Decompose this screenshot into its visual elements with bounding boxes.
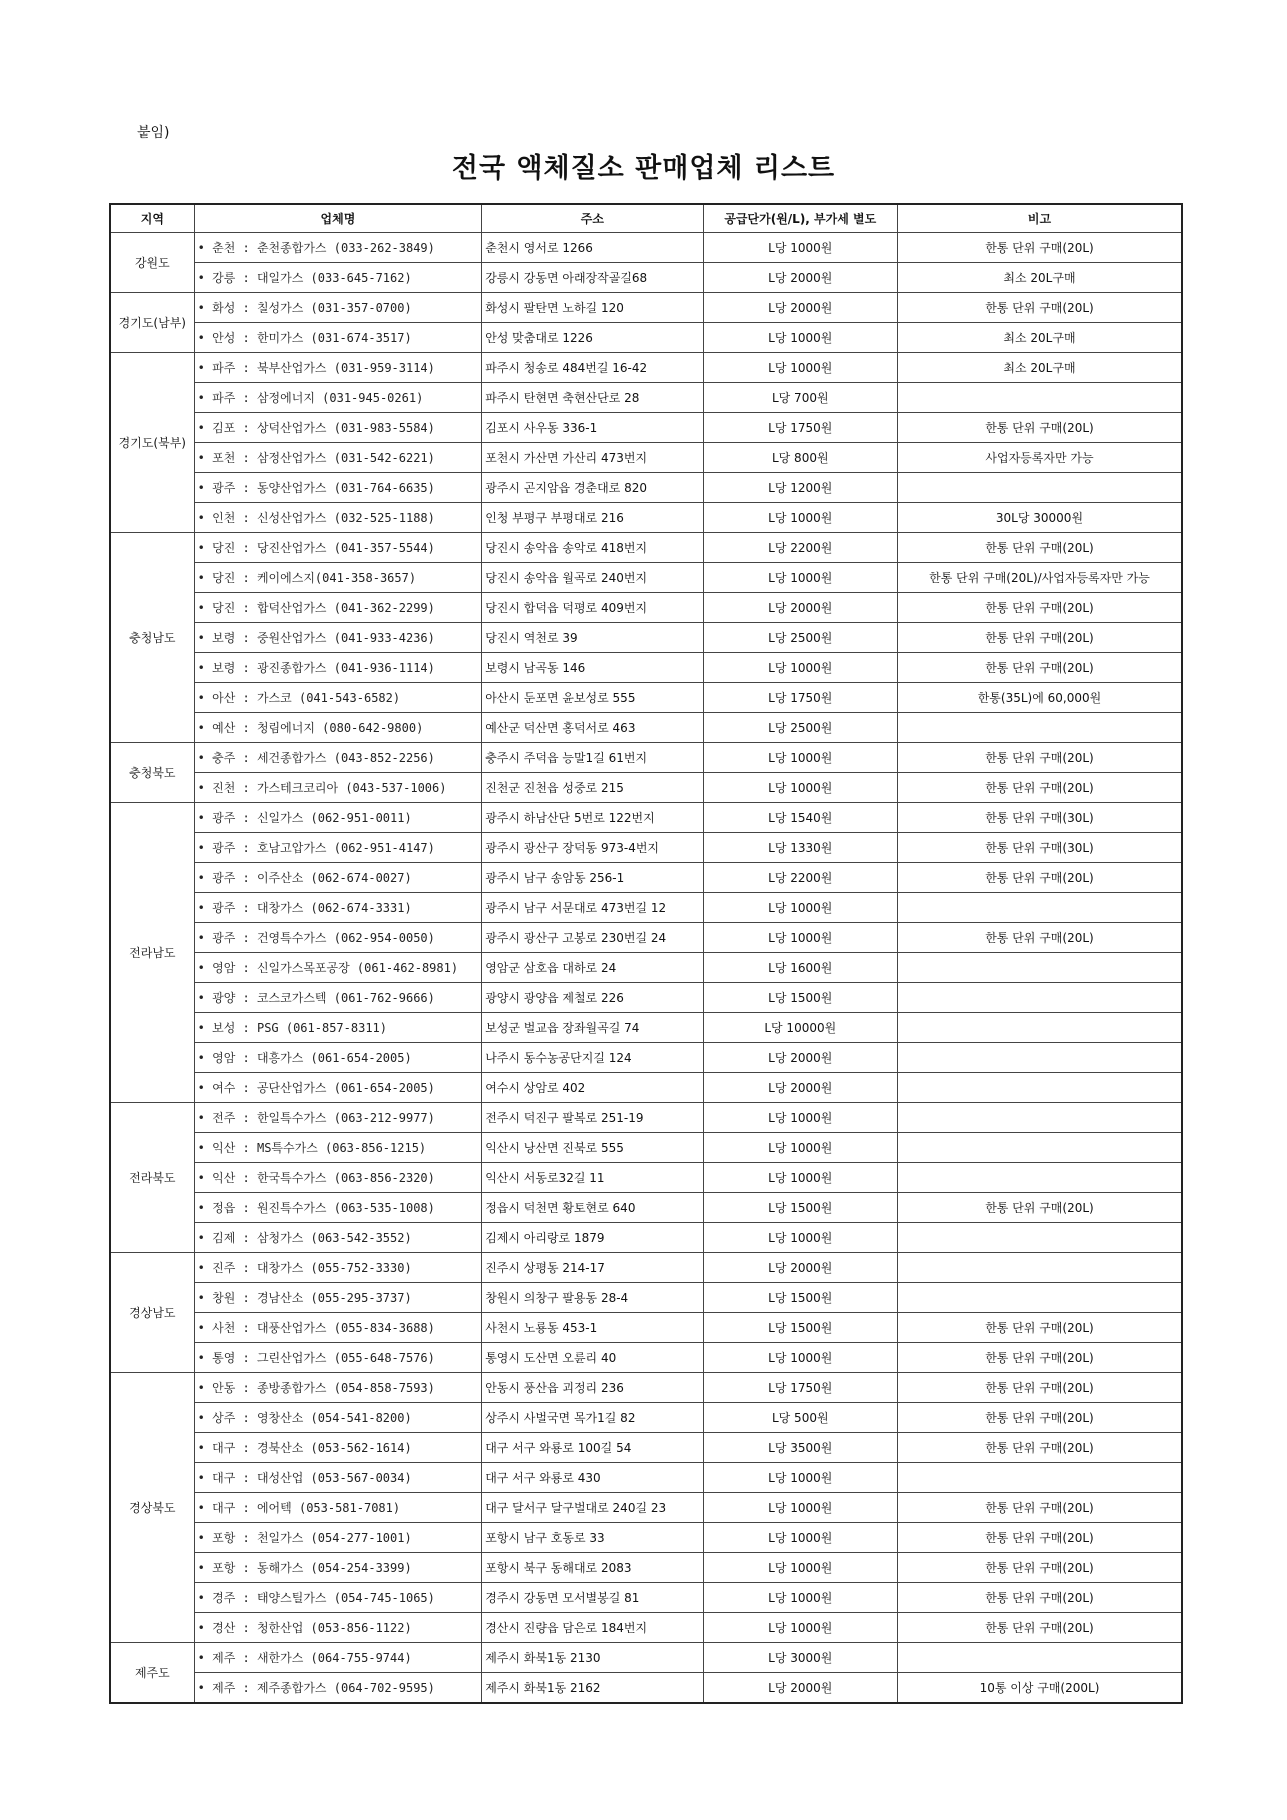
price-cell: L당 1000원 <box>703 1553 897 1583</box>
price-cell: L당 1600원 <box>703 953 897 983</box>
vendor-cell: • 사천 : 대풍산업가스 (055-834-3688) <box>194 1313 482 1343</box>
vendor-cell: • 광주 : 호남고압가스 (062-951-4147) <box>194 833 482 863</box>
table-row <box>110 743 1182 773</box>
vendor-cell: • 상주 : 영창산소 (054-541-8200) <box>194 1403 482 1433</box>
table-row <box>110 1643 1182 1673</box>
price-cell: L당 500원 <box>703 1403 897 1433</box>
address-cell: 익산시 서동로32길 11 <box>482 1163 703 1193</box>
table-row <box>110 1073 1182 1103</box>
note-cell <box>897 383 1182 413</box>
table-row <box>110 923 1182 953</box>
vendor-cell: • 대구 : 대성산업 (053-567-0034) <box>194 1463 482 1493</box>
price-cell: L당 800원 <box>703 443 897 473</box>
address-cell: 인청 부평구 부평대로 216 <box>482 503 703 533</box>
table-row <box>110 233 1182 263</box>
table-body <box>110 233 1182 1704</box>
price-cell: L당 1000원 <box>703 1463 897 1493</box>
address-cell: 당진시 송악읍 월곡로 240번지 <box>482 563 703 593</box>
address-cell: 여수시 상암로 402 <box>482 1073 703 1103</box>
vendor-cell: • 보령 : 중원산업가스 (041-933-4236) <box>194 623 482 653</box>
note-cell <box>897 1163 1182 1193</box>
table-row <box>110 1103 1182 1133</box>
table-row <box>110 1343 1182 1373</box>
note-cell: 최소 20L구매 <box>897 263 1182 293</box>
vendor-cell: • 김포 : 상덕산업가스 (031-983-5584) <box>194 413 482 443</box>
note-cell <box>897 1133 1182 1163</box>
vendor-cell: • 광주 : 신일가스 (062-951-0011) <box>194 803 482 833</box>
price-cell: L당 3500원 <box>703 1433 897 1463</box>
note-cell <box>897 893 1182 923</box>
vendor-cell: • 포천 : 삼정산업가스 (031-542-6221) <box>194 443 482 473</box>
address-cell: 안동시 풍산읍 괴정리 236 <box>482 1373 703 1403</box>
vendor-cell: • 경산 : 청한산업 (053-856-1122) <box>194 1613 482 1643</box>
address-cell: 보성군 벌교읍 장좌월곡길 74 <box>482 1013 703 1043</box>
price-cell: L당 1000원 <box>703 1223 897 1253</box>
address-cell: 포천시 가산면 가산리 473번지 <box>482 443 703 473</box>
price-cell: L당 2000원 <box>703 1073 897 1103</box>
vendor-cell: • 광양 : 코스코가스텍 (061-762-9666) <box>194 983 482 1013</box>
address-cell: 화성시 팔탄면 노하길 120 <box>482 293 703 323</box>
table-row <box>110 773 1182 803</box>
address-cell: 당진시 송악읍 송악로 418번지 <box>482 533 703 563</box>
note-cell: 한통 단위 구매(20L) <box>897 773 1182 803</box>
vendor-table <box>109 203 1183 1704</box>
column-header-vendor: 업체명 <box>194 204 482 233</box>
table-row <box>110 1373 1182 1403</box>
note-cell: 한통 단위 구매(20L) <box>897 1193 1182 1223</box>
price-cell: L당 1330원 <box>703 833 897 863</box>
vendor-cell: • 대구 : 에어텍 (053-581-7081) <box>194 1493 482 1523</box>
note-cell <box>897 1283 1182 1313</box>
price-cell: L당 1000원 <box>703 773 897 803</box>
note-cell: 한통 단위 구매(20L) <box>897 623 1182 653</box>
note-cell: 한통 단위 구매(30L) <box>897 833 1182 863</box>
price-cell: L당 2000원 <box>703 263 897 293</box>
vendor-cell: • 춘천 : 춘천종합가스 (033-262-3849) <box>194 233 482 263</box>
note-cell <box>897 1043 1182 1073</box>
note-cell <box>897 953 1182 983</box>
address-cell: 익산시 낭산면 진북로 555 <box>482 1133 703 1163</box>
table-row <box>110 1463 1182 1493</box>
address-cell: 영암군 삼호읍 대하로 24 <box>482 953 703 983</box>
vendor-cell: • 강릉 : 대일가스 (033-645-7162) <box>194 263 482 293</box>
note-cell: 사업자등록자만 가능 <box>897 443 1182 473</box>
note-cell: 10통 이상 구매(200L) <box>897 1673 1182 1704</box>
address-cell: 통영시 도산면 오륜리 40 <box>482 1343 703 1373</box>
column-header-address: 주소 <box>482 204 703 233</box>
address-cell: 정읍시 덕천면 황토현로 640 <box>482 1193 703 1223</box>
price-cell: L당 1750원 <box>703 1373 897 1403</box>
column-header-region: 지역 <box>110 204 194 233</box>
note-cell <box>897 1253 1182 1283</box>
region-cell: 경상북도 <box>110 1373 194 1643</box>
vendor-cell: • 제주 : 제주종합가스 (064-702-9595) <box>194 1673 482 1704</box>
vendor-cell: • 익산 : MS특수가스 (063-856-1215) <box>194 1133 482 1163</box>
price-cell: L당 3000원 <box>703 1643 897 1673</box>
region-cell: 전라남도 <box>110 803 194 1103</box>
price-cell: L당 2000원 <box>703 293 897 323</box>
address-cell: 제주시 화북1동 2162 <box>482 1673 703 1704</box>
address-cell: 진천군 진천읍 성중로 215 <box>482 773 703 803</box>
note-cell: 한통 단위 구매(20L) <box>897 923 1182 953</box>
region-cell: 충청남도 <box>110 533 194 743</box>
table-row <box>110 473 1182 503</box>
price-cell: L당 1500원 <box>703 1193 897 1223</box>
address-cell: 안성 맞춤대로 1226 <box>482 323 703 353</box>
price-cell: L당 1000원 <box>703 653 897 683</box>
note-cell: 한통 단위 구매(20L) <box>897 1373 1182 1403</box>
table-row <box>110 1583 1182 1613</box>
table-row <box>110 353 1182 383</box>
price-cell: L당 1000원 <box>703 353 897 383</box>
note-cell <box>897 1223 1182 1253</box>
vendor-cell: • 진천 : 가스테크코리아 (043-537-1006) <box>194 773 482 803</box>
vendor-cell: • 진주 : 대창가스 (055-752-3330) <box>194 1253 482 1283</box>
vendor-cell: • 당진 : 케이에스지(041-358-3657) <box>194 563 482 593</box>
address-cell: 경산시 진량읍 담은로 184번지 <box>482 1613 703 1643</box>
note-cell: 한통 단위 구매(20L) <box>897 1523 1182 1553</box>
vendor-cell: • 화성 : 칠성가스 (031-357-0700) <box>194 293 482 323</box>
vendor-cell: • 보성 : PSG (061-857-8311) <box>194 1013 482 1043</box>
address-cell: 경주시 강동면 모서별봉길 81 <box>482 1583 703 1613</box>
vendor-cell: • 영암 : 대흥가스 (061-654-2005) <box>194 1043 482 1073</box>
vendor-cell: • 당진 : 당진산업가스 (041-357-5544) <box>194 533 482 563</box>
address-cell: 광주시 남구 서문대로 473번길 12 <box>482 893 703 923</box>
vendor-cell: • 영암 : 신일가스목포공장 (061-462-8981) <box>194 953 482 983</box>
vendor-cell: • 인천 : 신성산업가스 (032-525-1188) <box>194 503 482 533</box>
note-cell: 한통 단위 구매(30L) <box>897 803 1182 833</box>
note-cell <box>897 1103 1182 1133</box>
address-cell: 대구 서구 와룡로 100길 54 <box>482 1433 703 1463</box>
note-cell <box>897 1463 1182 1493</box>
table-row <box>110 443 1182 473</box>
price-cell: L당 1000원 <box>703 1163 897 1193</box>
table-row <box>110 683 1182 713</box>
address-cell: 나주시 동수농공단지길 124 <box>482 1043 703 1073</box>
note-cell <box>897 1013 1182 1043</box>
vendor-cell: • 파주 : 북부산업가스 (031-959-3114) <box>194 353 482 383</box>
price-cell: L당 1000원 <box>703 233 897 263</box>
price-cell: L당 1000원 <box>703 1103 897 1133</box>
note-cell: 한통 단위 구매(20L) <box>897 1553 1182 1583</box>
note-cell <box>897 983 1182 1013</box>
vendor-cell: • 정읍 : 원진특수가스 (063-535-1008) <box>194 1193 482 1223</box>
table-row <box>110 1673 1182 1704</box>
address-cell: 파주시 청송로 484번길 16-42 <box>482 353 703 383</box>
table-row <box>110 983 1182 1013</box>
note-cell: 최소 20L구매 <box>897 353 1182 383</box>
price-cell: L당 1000원 <box>703 743 897 773</box>
note-cell: 한통 단위 구매(20L) <box>897 1583 1182 1613</box>
price-cell: L당 2200원 <box>703 863 897 893</box>
table-row <box>110 1613 1182 1643</box>
vendor-cell: • 전주 : 한일특수가스 (063-212-9977) <box>194 1103 482 1133</box>
table-row <box>110 323 1182 353</box>
price-cell: L당 1750원 <box>703 683 897 713</box>
note-cell: 한통(35L)에 60,000원 <box>897 683 1182 713</box>
address-cell: 상주시 사벌국면 목가1길 82 <box>482 1403 703 1433</box>
address-cell: 포항시 남구 호동로 33 <box>482 1523 703 1553</box>
table-row <box>110 263 1182 293</box>
note-cell: 30L당 30000원 <box>897 503 1182 533</box>
vendor-cell: • 김제 : 삼청가스 (063-542-3552) <box>194 1223 482 1253</box>
table-row <box>110 1193 1182 1223</box>
note-cell: 한통 단위 구매(20L) <box>897 743 1182 773</box>
price-cell: L당 1200원 <box>703 473 897 503</box>
note-cell: 한통 단위 구매(20L) <box>897 653 1182 683</box>
table-row <box>110 1133 1182 1163</box>
note-cell: 한통 단위 구매(20L)/사업자등록자만 가능 <box>897 563 1182 593</box>
note-cell: 최소 20L구매 <box>897 323 1182 353</box>
vendor-cell: • 통영 : 그린산업가스 (055-648-7576) <box>194 1343 482 1373</box>
table-row <box>110 503 1182 533</box>
address-cell: 예산군 덕산면 홍덕서로 463 <box>482 713 703 743</box>
price-cell: L당 2500원 <box>703 713 897 743</box>
price-cell: L당 700원 <box>703 383 897 413</box>
note-cell: 한통 단위 구매(20L) <box>897 1433 1182 1463</box>
address-cell: 아산시 둔포면 윤보성로 555 <box>482 683 703 713</box>
vendor-cell: • 안동 : 종방종합가스 (054-858-7593) <box>194 1373 482 1403</box>
region-cell: 경상남도 <box>110 1253 194 1373</box>
address-cell: 진주시 상평동 214-17 <box>482 1253 703 1283</box>
address-cell: 제주시 화북1동 2130 <box>482 1643 703 1673</box>
vendor-cell: • 광주 : 대창가스 (062-674-3331) <box>194 893 482 923</box>
region-cell: 강원도 <box>110 233 194 293</box>
note-cell <box>897 1073 1182 1103</box>
note-cell: 한통 단위 구매(20L) <box>897 1313 1182 1343</box>
note-cell: 한통 단위 구매(20L) <box>897 593 1182 623</box>
region-cell: 제주도 <box>110 1643 194 1704</box>
vendor-cell: • 제주 : 새한가스 (064-755-9744) <box>194 1643 482 1673</box>
address-cell: 파주시 탄현면 축현산단로 28 <box>482 383 703 413</box>
table-row <box>110 1043 1182 1073</box>
price-cell: L당 2200원 <box>703 533 897 563</box>
table-row <box>110 1493 1182 1523</box>
table-row <box>110 953 1182 983</box>
column-header-note: 비고 <box>897 204 1182 233</box>
table-row <box>110 1283 1182 1313</box>
address-cell: 강릉시 강동면 아래장작골길68 <box>482 263 703 293</box>
page-title: 전국 액체질소 판매업체 리스트 <box>451 153 836 184</box>
vendor-cell: • 보령 : 광진종합가스 (041-936-1114) <box>194 653 482 683</box>
address-cell: 광주시 곤지암읍 경춘대로 820 <box>482 473 703 503</box>
vendor-cell: • 대구 : 경북산소 (053-562-1614) <box>194 1433 482 1463</box>
price-cell: L당 1000원 <box>703 1343 897 1373</box>
address-cell: 광주시 남구 송암동 256-1 <box>482 863 703 893</box>
table-row <box>110 1553 1182 1583</box>
note-cell: 한통 단위 구매(20L) <box>897 233 1182 263</box>
address-cell: 김포시 사우동 336-1 <box>482 413 703 443</box>
table-row <box>110 1433 1182 1463</box>
attachment-label: 붙임) <box>137 125 170 141</box>
note-cell: 한통 단위 구매(20L) <box>897 533 1182 563</box>
region-cell: 경기도(북부) <box>110 353 194 533</box>
table-row <box>110 1403 1182 1433</box>
vendor-cell: • 포항 : 동해가스 (054-254-3399) <box>194 1553 482 1583</box>
price-cell: L당 1000원 <box>703 323 897 353</box>
region-cell: 전라북도 <box>110 1103 194 1253</box>
table-header-row <box>110 204 1182 233</box>
address-cell: 당진시 합덕읍 덕평로 409번지 <box>482 593 703 623</box>
note-cell: 한통 단위 구매(20L) <box>897 1493 1182 1523</box>
price-cell: L당 1000원 <box>703 1493 897 1523</box>
address-cell: 광주시 광산구 장덕동 973-4번지 <box>482 833 703 863</box>
note-cell <box>897 713 1182 743</box>
address-cell: 대구 달서구 달구벌대로 240길 23 <box>482 1493 703 1523</box>
table-row <box>110 893 1182 923</box>
table-row <box>110 803 1182 833</box>
note-cell <box>897 473 1182 503</box>
table-row <box>110 1313 1182 1343</box>
vendor-cell: • 당진 : 합덕산업가스 (041-362-2299) <box>194 593 482 623</box>
table-row <box>110 563 1182 593</box>
note-cell: 한통 단위 구매(20L) <box>897 293 1182 323</box>
price-cell: L당 1500원 <box>703 1283 897 1313</box>
price-cell: L당 1500원 <box>703 1313 897 1343</box>
price-cell: L당 2000원 <box>703 1673 897 1704</box>
address-cell: 포항시 북구 동해대로 2083 <box>482 1553 703 1583</box>
table-row <box>110 383 1182 413</box>
table-row <box>110 623 1182 653</box>
address-cell: 춘천시 영서로 1266 <box>482 233 703 263</box>
vendor-cell: • 광주 : 동양산업가스 (031-764-6635) <box>194 473 482 503</box>
region-cell: 충청북도 <box>110 743 194 803</box>
price-cell: L당 1540원 <box>703 803 897 833</box>
price-cell: L당 1000원 <box>703 503 897 533</box>
vendor-cell: • 광주 : 건영특수가스 (062-954-0050) <box>194 923 482 953</box>
table-row <box>110 713 1182 743</box>
table-row <box>110 593 1182 623</box>
table-row <box>110 1163 1182 1193</box>
vendor-cell: • 아산 : 가스코 (041-543-6582) <box>194 683 482 713</box>
price-cell: L당 1000원 <box>703 1523 897 1553</box>
table-row <box>110 1253 1182 1283</box>
address-cell: 사천시 노룡동 453-1 <box>482 1313 703 1343</box>
vendor-cell: • 포항 : 천일가스 (054-277-1001) <box>194 1523 482 1553</box>
table-row <box>110 533 1182 563</box>
address-cell: 광주시 하남산단 5번로 122번지 <box>482 803 703 833</box>
price-cell: L당 10000원 <box>703 1013 897 1043</box>
price-cell: L당 2500원 <box>703 623 897 653</box>
vendor-cell: • 경주 : 태양스틸가스 (054-745-1065) <box>194 1583 482 1613</box>
address-cell: 보령시 남곡동 146 <box>482 653 703 683</box>
address-cell: 광양시 광양읍 제철로 226 <box>482 983 703 1013</box>
price-cell: L당 1000원 <box>703 1613 897 1643</box>
price-cell: L당 1500원 <box>703 983 897 1013</box>
address-cell: 전주시 덕진구 팔복로 251-19 <box>482 1103 703 1133</box>
table-row <box>110 413 1182 443</box>
vendor-cell: • 익산 : 한국특수가스 (063-856-2320) <box>194 1163 482 1193</box>
note-cell <box>897 1643 1182 1673</box>
note-cell: 한통 단위 구매(20L) <box>897 1613 1182 1643</box>
table-row <box>110 833 1182 863</box>
note-cell: 한통 단위 구매(20L) <box>897 863 1182 893</box>
note-cell: 한통 단위 구매(20L) <box>897 1403 1182 1433</box>
vendor-cell: • 파주 : 삼정에너지 (031-945-0261) <box>194 383 482 413</box>
table-row <box>110 293 1182 323</box>
price-cell: L당 2000원 <box>703 1043 897 1073</box>
column-header-price: 공급단가(원/L), 부가세 별도 <box>703 204 897 233</box>
address-cell: 광주시 광산구 고봉로 230번길 24 <box>482 923 703 953</box>
table-row <box>110 863 1182 893</box>
table-row <box>110 1223 1182 1253</box>
address-cell: 충주시 주덕읍 능말1길 61번지 <box>482 743 703 773</box>
price-cell: L당 2000원 <box>703 1253 897 1283</box>
address-cell: 대구 서구 와룡로 430 <box>482 1463 703 1493</box>
price-cell: L당 1000원 <box>703 563 897 593</box>
table-row <box>110 653 1182 683</box>
price-cell: L당 1000원 <box>703 923 897 953</box>
note-cell: 한통 단위 구매(20L) <box>897 413 1182 443</box>
price-cell: L당 1750원 <box>703 413 897 443</box>
vendor-cell: • 광주 : 이주산소 (062-674-0027) <box>194 863 482 893</box>
address-cell: 김제시 아리랑로 1879 <box>482 1223 703 1253</box>
address-cell: 당진시 역천로 39 <box>482 623 703 653</box>
price-cell: L당 1000원 <box>703 1583 897 1613</box>
vendor-cell: • 예산 : 청림에너지 (080-642-9800) <box>194 713 482 743</box>
vendor-cell: • 창원 : 경남산소 (055-295-3737) <box>194 1283 482 1313</box>
vendor-cell: • 안성 : 한미가스 (031-674-3517) <box>194 323 482 353</box>
address-cell: 창원시 의창구 팔용동 28-4 <box>482 1283 703 1313</box>
vendor-cell: • 여수 : 공단산업가스 (061-654-2005) <box>194 1073 482 1103</box>
price-cell: L당 1000원 <box>703 1133 897 1163</box>
vendor-cell: • 충주 : 세건종합가스 (043-852-2256) <box>194 743 482 773</box>
table-row <box>110 1013 1182 1043</box>
region-cell: 경기도(남부) <box>110 293 194 353</box>
price-cell: L당 1000원 <box>703 893 897 923</box>
table-row <box>110 1523 1182 1553</box>
price-cell: L당 2000원 <box>703 593 897 623</box>
note-cell: 한통 단위 구매(20L) <box>897 1343 1182 1373</box>
